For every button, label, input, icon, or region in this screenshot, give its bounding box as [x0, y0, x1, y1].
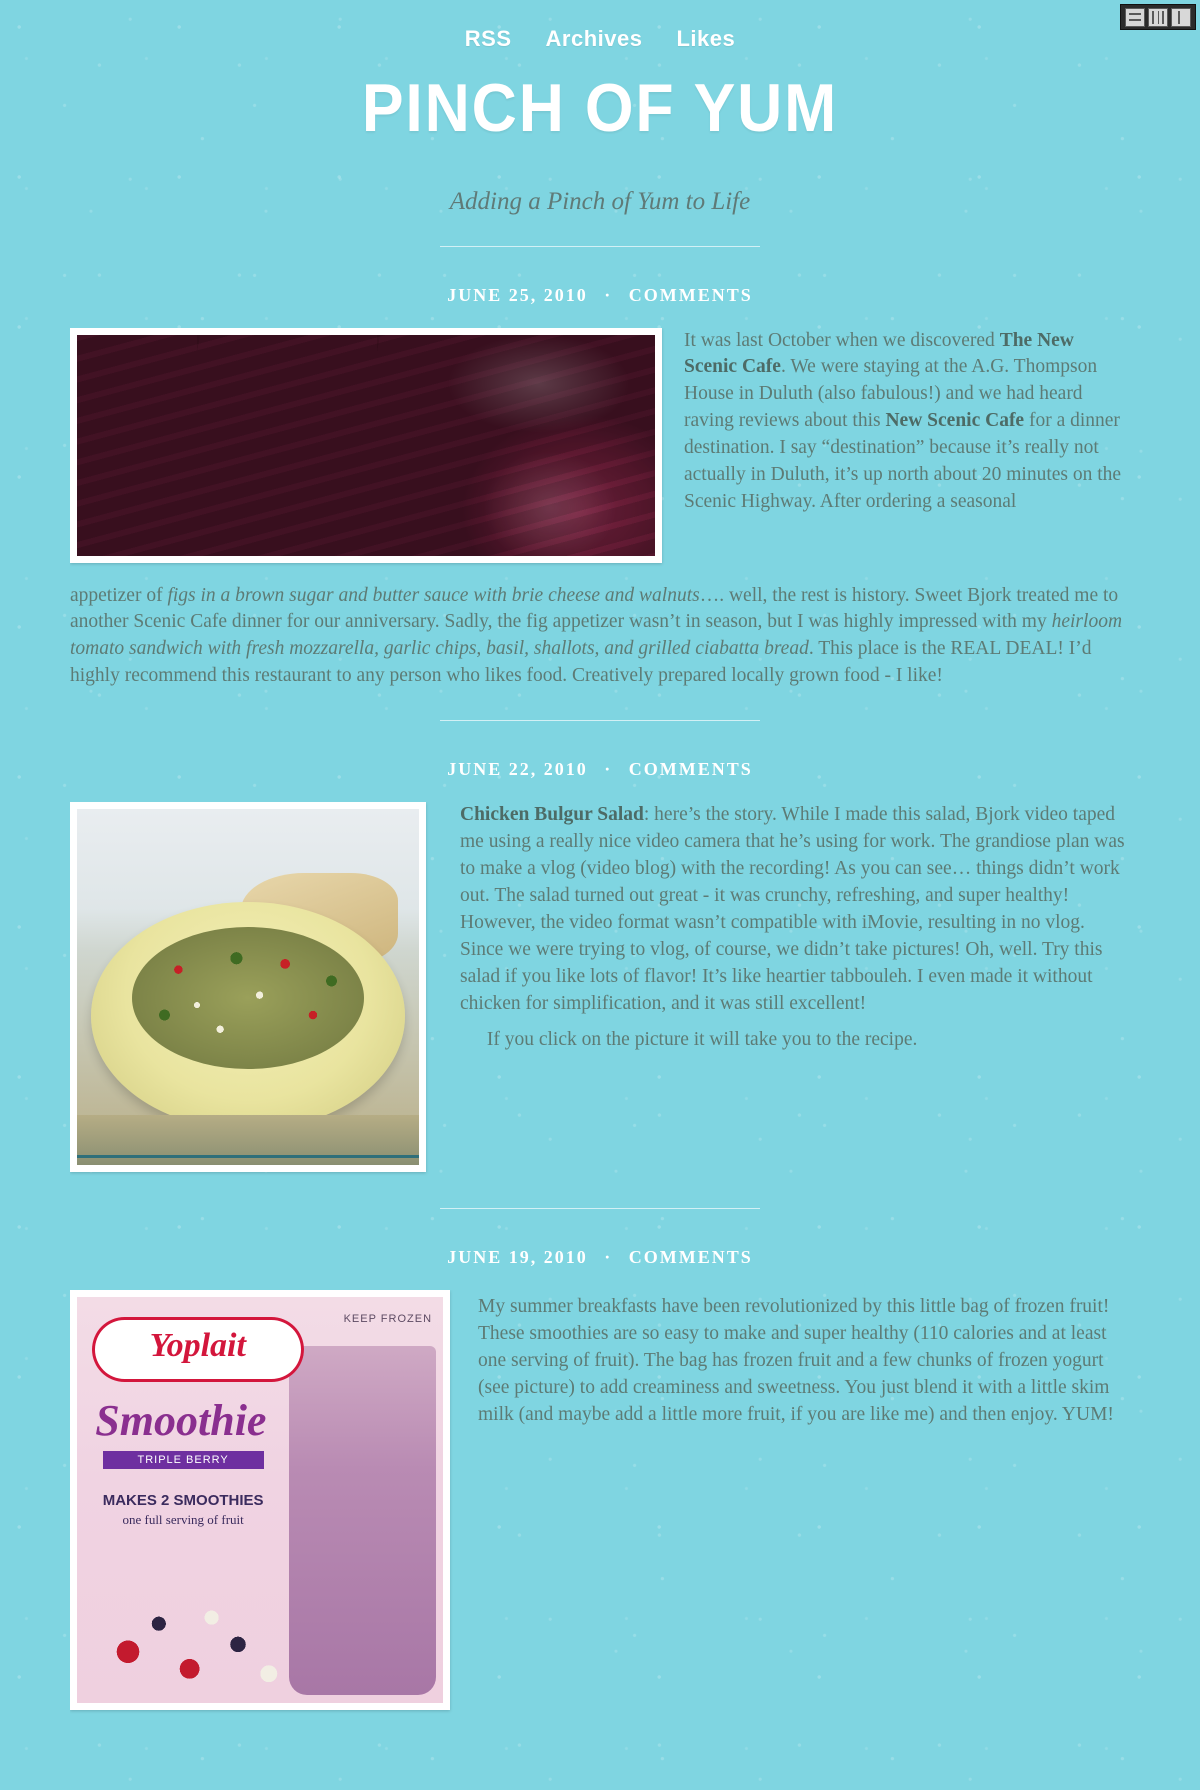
single-page-view-icon[interactable]	[1171, 8, 1191, 27]
post-1-meta	[70, 285, 1130, 306]
post-3-photo[interactable]	[70, 1290, 450, 1710]
post-3-meta-separator: ·	[604, 1247, 613, 1268]
post-2-body	[70, 802, 1130, 1178]
nav-item-archives[interactable]: Archives	[545, 26, 643, 51]
post-1-paragraph-2	[70, 569, 1130, 691]
post-3-makes-label: MAKES 2 SMOOTHIES	[102, 1492, 264, 1510]
post-3-serving-label: one full serving of fruit	[122, 1512, 244, 1528]
post-1-dish-sandwich: heirloom tomato sandwich with fresh mozzarella, garlic chips, basil, shallots, and grilled ciabatta bread	[70, 611, 1123, 660]
post-2-image-stripe	[77, 1155, 419, 1158]
post-3-meta	[70, 1247, 1130, 1268]
post-1-link-cafe-2[interactable]: New Scenic Cafe	[885, 410, 1025, 432]
nav-item-likes[interactable]: Likes	[676, 26, 736, 51]
post-2-image-salad	[132, 927, 365, 1069]
post-2-text: : here’s the story. While I made this salad, Bjork video taped me using a really nice video camera that he’s using for work. The grandiose plan was to make a vlog (video blog) with the recording! As you can see… things didn’t work out. The salad turned out great - it was crunchy, refreshing, and super healthy! However, the video format wasn’t compatible with iMovie, resulting in no vlog. Since we were trying to vlog, of course, we didn’t take pictures! Oh, well. Try this salad if you like lots of flavor! It’s like heartier tabbouleh. I even made it without chicken for simplification, and it was still excellent!	[460, 804, 1125, 1014]
post-2-image	[77, 809, 419, 1165]
post-3-flavor: TRIPLE BERRY	[103, 1451, 264, 1469]
site-title: PINCH OF YUM	[361, 70, 839, 146]
post-3-product-name: Smoothie	[95, 1395, 267, 1445]
post-3-date: JUNE 19, 2010	[447, 1247, 588, 1268]
post-3-brand-name: Yoplait	[149, 1326, 246, 1364]
post-1-image	[77, 335, 655, 556]
post-2-comments-link[interactable]: COMMENTS	[628, 759, 753, 780]
post-1-text-a: It was last October when we discovered	[684, 329, 1000, 351]
site-tagline: Adding a Pinch of Yum to Life	[449, 187, 751, 215]
post-1-date: JUNE 25, 2010	[447, 284, 588, 305]
post-3-image	[77, 1297, 443, 1703]
post-2-meta	[70, 759, 1130, 780]
post-2-photo[interactable]	[70, 802, 426, 1172]
post-3-image-smoothie-glass	[289, 1346, 435, 1695]
view-mode-toolbar[interactable]	[1120, 4, 1196, 30]
post-2-date: JUNE 22, 2010	[447, 759, 588, 780]
scroll-view-icon[interactable]	[1125, 8, 1145, 27]
post-1-photo[interactable]	[70, 328, 662, 563]
top-navigation[interactable]	[70, 0, 1130, 52]
nav-item-rss[interactable]: RSS	[464, 26, 512, 51]
post-2	[70, 721, 1130, 1178]
post-1-dish-figs: figs in a brown sugar and butter sauce with brie cheese and walnuts	[167, 584, 700, 606]
post-3-image-berries	[84, 1581, 304, 1703]
post-1-text-e: for a dinner destination. I say “destination” because it’s really not actually in Duluth, it’s up north about 20 minutes on the Scenic Highway. After ordering a seasonal	[684, 410, 1122, 512]
post-1-link-cafe-1[interactable]: The New Scenic Cafe	[684, 329, 1074, 378]
page-content	[70, 0, 1130, 1716]
post-3-body	[70, 1290, 1130, 1716]
post-1-text-f: appetizer of	[70, 584, 168, 606]
post-1-text-j: . This place is the REAL DEAL! I’d highly recommend this restaurant to any person who likes food. Creatively prepared locally grown food - I like!	[70, 638, 1092, 687]
post-2-recipe-title: Chicken Bulgur Salad	[460, 804, 644, 826]
two-page-view-icon[interactable]	[1148, 8, 1168, 27]
post-1	[70, 247, 1130, 691]
post-3-label-keep-frozen: KEEP FROZEN	[343, 1313, 433, 1326]
post-1-text-h: …. well, the rest is history. Sweet Bjork treated me to another Scenic Cafe dinner for our anniversary. Sadly, the fig appetizer wasn’t in season, but I was highly impressed with my	[70, 584, 1119, 633]
post-2-meta-separator: ·	[604, 759, 613, 780]
post-3-comments-link[interactable]: COMMENTS	[628, 1247, 753, 1268]
post-1-meta-separator: ·	[604, 284, 613, 305]
post-1-body	[70, 328, 1130, 691]
post-3	[70, 1209, 1130, 1716]
post-1-text-c: . We were staying at the A.G. Thompson House in Duluth (also fabulous!) and we had heard raving reviews about this	[684, 356, 1098, 432]
post-3-paragraph-1: My summer breakfasts have been revolutionized by this little bag of frozen fruit! These smoothies are so easy to make and super healthy (110 calories and at least one serving of fruit). The bag has frozen fruit and a few chunks of frozen yogurt (see picture) to add creaminess and sweetness. You just blend it with a little skim milk (and maybe add a little more fruit, if you are like me) and then enjoy. YUM!	[478, 1296, 1114, 1425]
post-1-comments-link[interactable]: COMMENTS	[628, 284, 753, 305]
post-2-text-2: If you click on the picture it will take you to the recipe.	[486, 1029, 918, 1051]
